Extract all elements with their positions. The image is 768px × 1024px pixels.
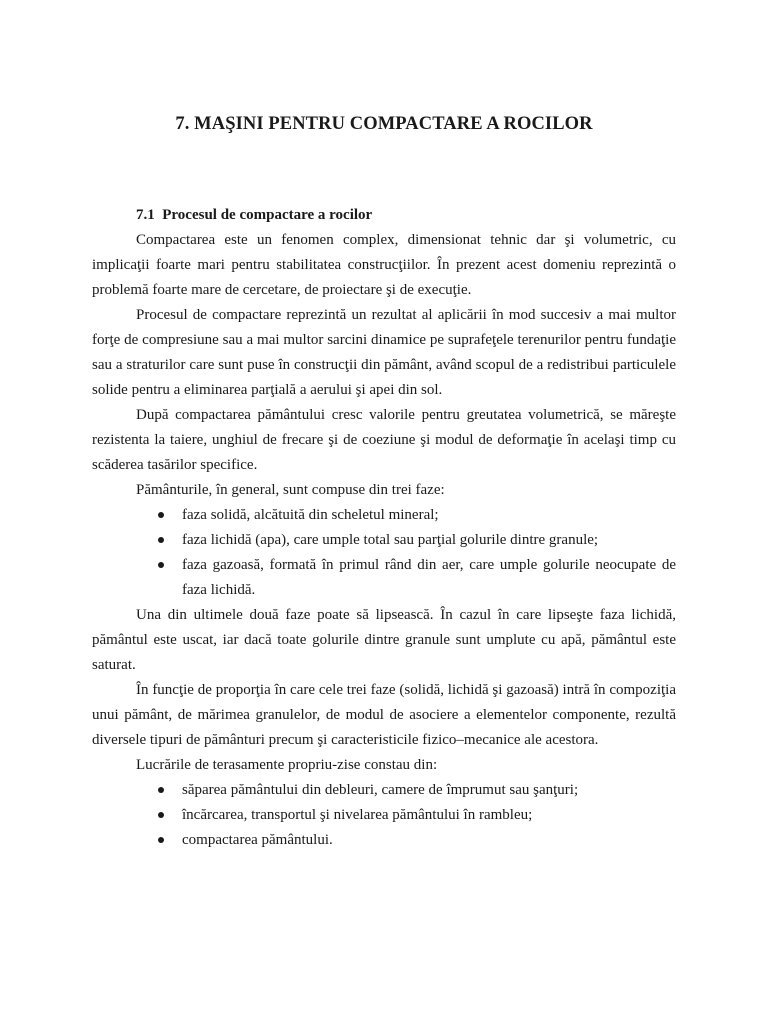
- list-item-text: faza lichidă (apa), care umple total sau parţial golurile dintre granule;: [182, 532, 599, 548]
- list-item: [182, 553, 676, 603]
- list-item: [182, 828, 676, 853]
- list-item-text: compactarea pământului.: [182, 832, 333, 848]
- paragraph-compaction-process: Procesul de compactare reprezintă un rezultat al aplicării în mod succesiv a mai multor forţe de compresiune sau a mai multor sarcini dinamice pe suprafeţele terenurilor pentru fundaţie sau a straturilor care sunt puse în construcţii din pământ, având scopul de a redistribui particulele solide pentru a eliminarea parţială a aerului şi apei din sol.: [92, 307, 676, 398]
- paragraph-missing-phase: Una din ultimele două faze poate să lipsească. În cazul în care lipseşte faza lichidă, pământul este uscat, iar dacă toate golurile dintre granule sunt umplute cu apă, pământul este saturat.: [92, 607, 676, 673]
- list-item: [182, 503, 676, 528]
- list-item-text: faza gazoasă, formată în primul rând din aer, care umple golurile neocupate de faza lichidă.: [182, 557, 676, 598]
- list-item: [182, 528, 676, 553]
- chapter-title: 7. MAŞINI PENTRU COMPACTARE A ROCILOR: [175, 114, 593, 134]
- bullet-icon: [158, 562, 164, 568]
- bullet-icon: [158, 537, 164, 543]
- page-body: [92, 203, 676, 853]
- bullet-icon: [158, 512, 164, 518]
- paragraph-phase-proportions: În funcţie de proporţia în care cele trei faze (solidă, lichidă şi gazoasă) intră în compoziţia unui pământ, de mărimea granulelor, de modul de asociere a elementelor componente, rezultă diversele tipuri de pământuri precum şi caracteristicile fizico–mecanice ale acestora.: [92, 682, 676, 748]
- earthworks-list: [92, 778, 676, 853]
- soil-phases-list: [92, 503, 676, 603]
- paragraph-compaction-definition: Compactarea este un fenomen complex, dimensionat tehnic dar şi volumetric, cu implicaţii foarte mari pentru stabilitatea construcţiilor. În prezent acest domeniu reprezintă o problemă foarte mare de cercetare, de proiectare şi de execuţie.: [92, 232, 676, 298]
- list-item-text: încărcarea, transportul şi nivelarea pământului în rambleu;: [182, 807, 533, 823]
- list-item: [182, 778, 676, 803]
- bullet-icon: [158, 812, 164, 818]
- paragraph-after-compaction: După compactarea pământului cresc valorile pentru greutatea volumetrică, se măreşte rezistenta la taiere, unghiul de frecare şi de coeziune şi modul de deformaţie în acelaşi timp cu scăderea tasărilor specifice.: [92, 407, 676, 473]
- bullet-icon: [158, 837, 164, 843]
- section-title: 7.1 Procesul de compactare a rocilor: [136, 207, 373, 223]
- list-item-text: săparea pământului din debleuri, camere de împrumut sau şanţuri;: [182, 782, 579, 798]
- paragraph-earthworks-intro: Lucrările de terasamente propriu-zise constau din:: [136, 757, 438, 773]
- list-item: [182, 803, 676, 828]
- list-item-text: faza solidă, alcătuită din scheletul mineral;: [182, 507, 439, 523]
- paragraph-soil-phases-intro: Pământurile, în general, sunt compuse din trei faze:: [136, 482, 445, 498]
- bullet-icon: [158, 787, 164, 793]
